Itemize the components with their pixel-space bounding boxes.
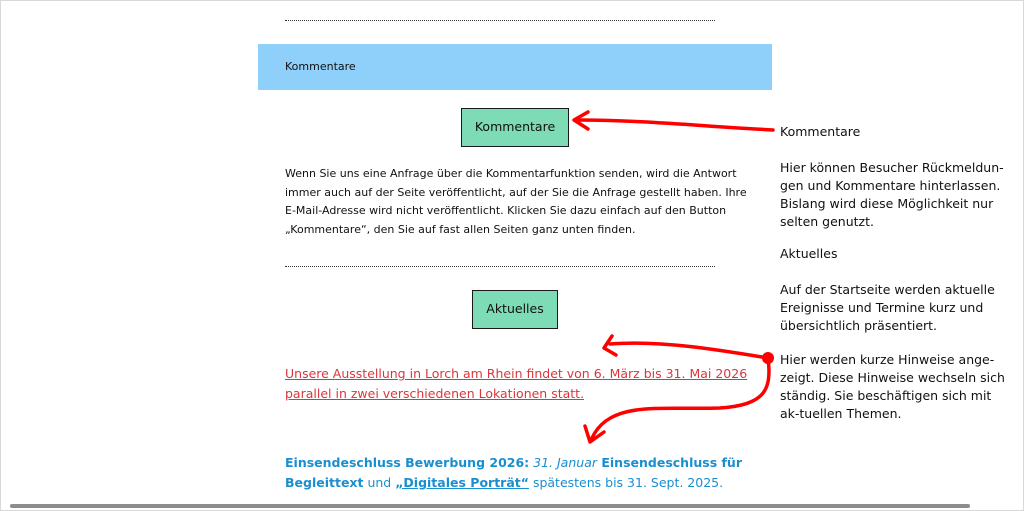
dotted-divider-top — [285, 20, 715, 21]
digital-portrait-link[interactable]: „Digitales Porträt“ — [395, 475, 529, 490]
deadline-accompanying-text: Einsendeschluss für Begleittext — [285, 455, 742, 490]
announcement-link[interactable]: Unsere Ausstellung in Lorch am Rhein findet von 6. März bis 31. Mai 2026 parallel in zwei verschiedenen Lokationen statt. — [285, 366, 748, 401]
annotation-title-news: Aktuelles — [780, 246, 838, 261]
deadline-connector: und — [363, 475, 396, 490]
horizontal-scrollbar-thumb[interactable] — [10, 504, 970, 508]
comments-header-bar — [258, 44, 772, 90]
dotted-divider-middle — [285, 266, 715, 267]
deadline-date: 31. Januar — [529, 455, 597, 470]
deadline-notice — [285, 453, 755, 493]
annotation-text-comments: Hier können Besucher Rückmeldun-gen und Kommentare hinterlassen. Bislang wird diese Möglichkeit nur selten genutzt. — [780, 160, 1004, 229]
deadline-final-date: spätestens bis 31. Sept. 2025. — [528, 475, 724, 490]
comments-header-label: Kommentare — [285, 60, 356, 73]
annotation-text-hints: Hier werden kurze Hinweise ange-zeigt. Diese Hinweise wechseln sich ständig. Sie beschäftigen sich mit ak-tuellen Themen. — [780, 352, 1005, 421]
comments-paragraph: Wenn Sie uns eine Anfrage über die Kommentarfunktion senden, wird die Antwort immer auch auf der Seite veröffentlicht, auf der Sie die Anfrage gestellt haben. Ihre E-Mail-Adresse wird nicht veröffentlicht. Klicken Sie dazu einfach auf den Button „Kommentare“, den Sie auf fast allen Seiten ganz unten finden. — [285, 167, 747, 236]
deadline-heading: Einsendeschluss Bewerbung 2026: — [285, 455, 530, 470]
annotation-text-news: Auf der Startseite werden aktuelle Ereignisse und Termine kurz und übersichtlich präsentiert. — [780, 282, 995, 333]
comments-button[interactable]: Kommentare — [461, 108, 569, 147]
annotation-title-comments: Kommentare — [780, 124, 861, 139]
news-button[interactable]: Aktuelles — [472, 290, 558, 329]
